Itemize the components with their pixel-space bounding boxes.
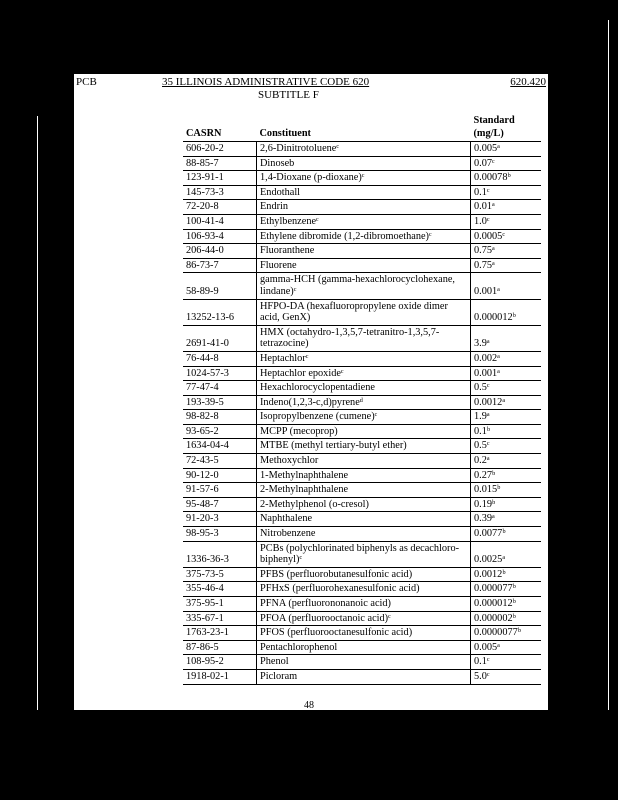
standard-cell: 0.0012ᵃ <box>471 395 542 410</box>
standard-cell: 0.1ᶜ <box>471 185 542 200</box>
groundwater-standards-table <box>183 114 541 685</box>
standard-cell: 0.0012ᵇ <box>471 567 542 582</box>
table-row <box>183 439 541 454</box>
casrn-cell: 86-73-7 <box>183 258 257 273</box>
standard-cell: 0.07ᶜ <box>471 156 542 171</box>
table-row <box>183 527 541 542</box>
casrn-cell: 206-44-0 <box>183 244 257 259</box>
table-row <box>183 640 541 655</box>
table-row <box>183 541 541 567</box>
casrn-cell: 93-65-2 <box>183 424 257 439</box>
constituent-cell: Methoxychlor <box>257 454 471 469</box>
table-row <box>183 483 541 498</box>
standard-cell: 0.001ᵃ <box>471 366 542 381</box>
header-agency: PCB <box>76 76 97 88</box>
header-casrn: CASRN <box>183 114 257 142</box>
standard-cell: 0.001ᵃ <box>471 273 542 299</box>
right-margin-rule <box>608 20 609 710</box>
casrn-cell: 72-43-5 <box>183 454 257 469</box>
constituent-cell: Heptachlorᶜ <box>257 351 471 366</box>
standard-cell: 0.75ᵃ <box>471 258 542 273</box>
standard-cell: 0.27ᵇ <box>471 468 542 483</box>
constituent-cell: Heptachlor epoxideᶜ <box>257 366 471 381</box>
constituent-cell: Endothall <box>257 185 471 200</box>
header-code-title: 35 ILLINOIS ADMINISTRATIVE CODE 620 <box>162 76 370 88</box>
casrn-cell: 1336-36-3 <box>183 541 257 567</box>
constituent-cell: Naphthalene <box>257 512 471 527</box>
constituent-cell: Dinoseb <box>257 156 471 171</box>
document-page <box>74 74 548 710</box>
constituent-cell: MCPP (mecoprop) <box>257 424 471 439</box>
header-standard-line1: Standard <box>473 115 515 126</box>
casrn-cell: 87-86-5 <box>183 640 257 655</box>
casrn-cell: 2691-41-0 <box>183 325 257 351</box>
casrn-cell: 1024-57-3 <box>183 366 257 381</box>
constituent-cell: PFOS (perfluorooctanesulfonic acid) <box>257 626 471 641</box>
table-row <box>183 258 541 273</box>
casrn-cell: 72-20-8 <box>183 200 257 215</box>
standard-cell: 0.000002ᵇ <box>471 611 542 626</box>
casrn-cell: 77-47-4 <box>183 381 257 396</box>
table-row <box>183 244 541 259</box>
table-row <box>183 669 541 684</box>
casrn-cell: 95-48-7 <box>183 497 257 512</box>
constituent-cell: Ethylene dibromide (1,2-dibromoethane)ᶜ <box>257 229 471 244</box>
table-row <box>183 424 541 439</box>
standard-cell: 0.0025ᵃ <box>471 541 542 567</box>
casrn-cell: 606-20-2 <box>183 142 257 157</box>
standard-cell: 0.002ᵃ <box>471 351 542 366</box>
header-standard <box>471 114 542 142</box>
table-row <box>183 497 541 512</box>
table-row <box>183 351 541 366</box>
table-row <box>183 626 541 641</box>
casrn-cell: 145-73-3 <box>183 185 257 200</box>
standard-cell: 0.5ᶜ <box>471 439 542 454</box>
standard-cell: 0.39ᵃ <box>471 512 542 527</box>
casrn-cell: 98-95-3 <box>183 527 257 542</box>
constituent-cell: 1,4-Dioxane (p-dioxane)ᶜ <box>257 171 471 186</box>
constituent-cell: Phenol <box>257 655 471 670</box>
table-row <box>183 611 541 626</box>
standard-cell: 5.0ᶜ <box>471 669 542 684</box>
casrn-cell: 1634-04-4 <box>183 439 257 454</box>
table-row <box>183 299 541 325</box>
standard-cell: 0.005ᵃ <box>471 640 542 655</box>
standard-cell: 0.0077ᵇ <box>471 527 542 542</box>
casrn-cell: 76-44-8 <box>183 351 257 366</box>
casrn-cell: 100-41-4 <box>183 214 257 229</box>
standard-cell: 0.75ᵃ <box>471 244 542 259</box>
constituent-cell: PFHxS (perfluorohexanesulfonic acid) <box>257 582 471 597</box>
table-row <box>183 185 541 200</box>
constituent-cell: Hexachlorocyclopentadiene <box>257 381 471 396</box>
standard-cell: 0.1ᶜ <box>471 655 542 670</box>
constituent-cell: Fluorene <box>257 258 471 273</box>
table-row <box>183 156 541 171</box>
table-row <box>183 229 541 244</box>
header-standard-line2: (mg/L) <box>473 128 504 139</box>
constituent-cell: Picloram <box>257 669 471 684</box>
table-row <box>183 366 541 381</box>
table-row <box>183 214 541 229</box>
casrn-cell: 91-57-6 <box>183 483 257 498</box>
header-subtitle: SUBTITLE F <box>258 89 319 101</box>
standard-cell: 0.19ᵇ <box>471 497 542 512</box>
constituent-cell: PFBS (perfluorobutanesulfonic acid) <box>257 567 471 582</box>
standard-cell: 0.000077ᵇ <box>471 582 542 597</box>
table-row <box>183 597 541 612</box>
standard-cell: 0.1ᵇ <box>471 424 542 439</box>
standard-cell: 0.5ᶜ <box>471 381 542 396</box>
casrn-cell: 123-91-1 <box>183 171 257 186</box>
table-row <box>183 325 541 351</box>
casrn-cell: 355-46-4 <box>183 582 257 597</box>
standard-cell: 0.0000077ᵇ <box>471 626 542 641</box>
table-row <box>183 410 541 425</box>
constituent-cell: 2,6-Dinitrotolueneᶜ <box>257 142 471 157</box>
constituent-cell: 1-Methylnaphthalene <box>257 468 471 483</box>
table-row <box>183 468 541 483</box>
casrn-cell: 193-39-5 <box>183 395 257 410</box>
page-number: 48 <box>304 700 314 711</box>
header-section-number: 620.420 <box>510 76 546 88</box>
standard-cell: 0.00078ᵇ <box>471 171 542 186</box>
constituent-cell: Nitrobenzene <box>257 527 471 542</box>
constituent-cell: MTBE (methyl tertiary-butyl ether) <box>257 439 471 454</box>
constituent-cell: Isopropylbenzene (cumene)ᶜ <box>257 410 471 425</box>
constituent-cell: PFNA (perfluorononanoic acid) <box>257 597 471 612</box>
table-header-row <box>183 114 541 142</box>
left-margin-rule <box>37 116 38 710</box>
casrn-cell: 98-82-8 <box>183 410 257 425</box>
constituent-cell: Endrin <box>257 200 471 215</box>
standard-cell: 1.0ᶜ <box>471 214 542 229</box>
constituent-cell: Indeno(1,2,3-c,d)pyreneᵈ <box>257 395 471 410</box>
casrn-cell: 88-85-7 <box>183 156 257 171</box>
table-row <box>183 200 541 215</box>
constituent-cell: PCBs (polychlorinated biphenyls as decachloro-biphenyl)ᶜ <box>257 541 471 567</box>
casrn-cell: 91-20-3 <box>183 512 257 527</box>
constituent-cell: gamma-HCH (gamma-hexachlorocyclohexane, lindane)ᶜ <box>257 273 471 299</box>
standard-cell: 0.005ᵃ <box>471 142 542 157</box>
constituent-cell: Fluoranthene <box>257 244 471 259</box>
standard-cell: 0.015ᵇ <box>471 483 542 498</box>
constituent-cell: 2-Methylnaphthalene <box>257 483 471 498</box>
table-row <box>183 381 541 396</box>
constituent-cell: Pentachlorophenol <box>257 640 471 655</box>
table-row <box>183 567 541 582</box>
casrn-cell: 106-93-4 <box>183 229 257 244</box>
table-row <box>183 171 541 186</box>
constituent-cell: Ethylbenzeneᶜ <box>257 214 471 229</box>
constituent-cell: PFOA (perfluorooctanoic acid)ᶜ <box>257 611 471 626</box>
standard-cell: 0.01ᵃ <box>471 200 542 215</box>
constituent-cell: HMX (octahydro-1,3,5,7-tetranitro-1,3,5,7-tetrazocine) <box>257 325 471 351</box>
table-row <box>183 582 541 597</box>
table-row <box>183 395 541 410</box>
casrn-cell: 335-67-1 <box>183 611 257 626</box>
table-row <box>183 454 541 469</box>
casrn-cell: 108-95-2 <box>183 655 257 670</box>
standard-cell: 1.9ᵃ <box>471 410 542 425</box>
casrn-cell: 1763-23-1 <box>183 626 257 641</box>
table-row <box>183 655 541 670</box>
standard-cell: 0.2ᵃ <box>471 454 542 469</box>
casrn-cell: 58-89-9 <box>183 273 257 299</box>
casrn-cell: 90-12-0 <box>183 468 257 483</box>
casrn-cell: 1918-02-1 <box>183 669 257 684</box>
constituent-cell: HFPO-DA (hexafluoropropylene oxide dimer acid, GenX) <box>257 299 471 325</box>
casrn-cell: 375-95-1 <box>183 597 257 612</box>
constituent-cell: 2-Methylphenol (o-cresol) <box>257 497 471 512</box>
table-row <box>183 142 541 157</box>
casrn-cell: 13252-13-6 <box>183 299 257 325</box>
standard-cell: 0.000012ᵇ <box>471 299 542 325</box>
standard-cell: 0.0005ᶜ <box>471 229 542 244</box>
standard-cell: 3.9ᵃ <box>471 325 542 351</box>
header-constituent: Constituent <box>257 114 471 142</box>
casrn-cell: 375-73-5 <box>183 567 257 582</box>
table-row <box>183 273 541 299</box>
table-row <box>183 512 541 527</box>
standard-cell: 0.000012ᵇ <box>471 597 542 612</box>
